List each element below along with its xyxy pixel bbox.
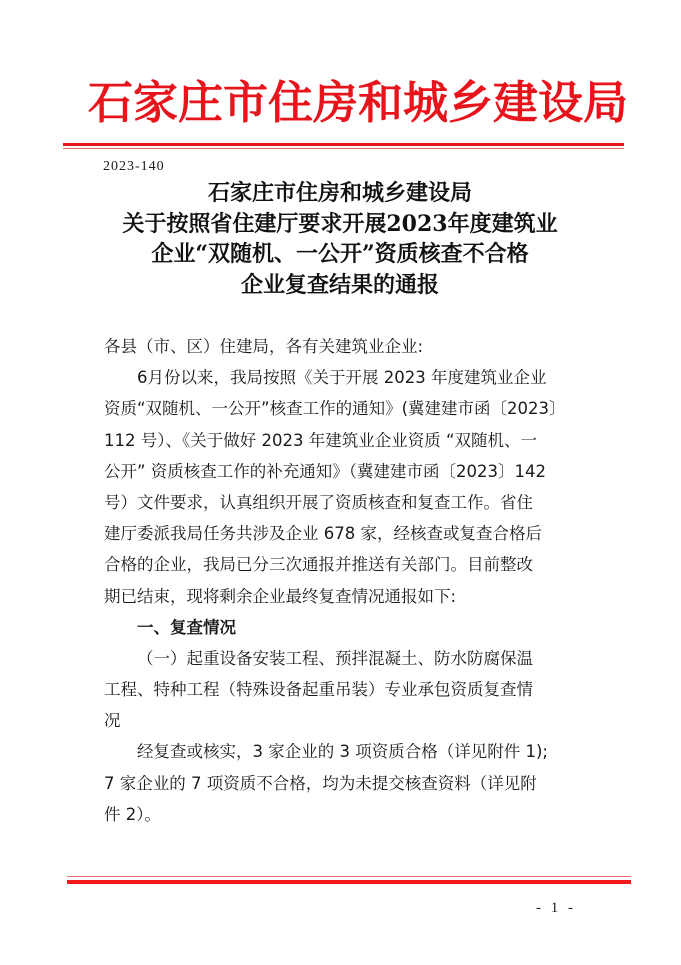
- subsection-line: 况: [104, 711, 121, 731]
- paragraph-line: 112 号）、《关于做好 2023 年建筑业企业资质 “双随机、一: [104, 430, 538, 450]
- section-heading: 一、复查情况: [137, 617, 236, 637]
- paragraph-line: 6月份以来，我局按照《关于开展 2023 年度建筑业企业: [137, 368, 547, 388]
- paragraph-line: 期已结束，现将剩余企业最终复查情况通报如下:: [104, 586, 457, 606]
- subsection-line: 工程、特种工程（特殊设备起重吊装）专业承包资质复查情: [104, 680, 533, 700]
- title-line: 石家庄市住房和城乡建设局: [207, 180, 472, 206]
- page-number: - 1 -: [536, 900, 576, 916]
- paragraph-line: 经复查或核实，3 家企业的 3 项资质合格（详见附件 1);: [137, 742, 548, 762]
- salutation: 各县（市、区）住建局，各有关建筑业企业:: [104, 337, 424, 356]
- title-line: 企业“双随机、一公开”资质核查不合格: [151, 241, 529, 267]
- masthead-org-name: 石家庄市住房和城乡建设局: [88, 76, 629, 129]
- title-line: 关于按照省住建厅要求开展2023年度建筑业: [122, 210, 558, 237]
- paragraph-line: 合格的企业，我局已分三次通报并推送有关部门。目前整改: [104, 555, 533, 575]
- masthead-rule-thin: [63, 148, 624, 149]
- masthead-rule-thick: [63, 143, 624, 146]
- paragraph-line: 7 家企业的 7 项资质不合格，均为未提交核查资料（详见附: [104, 773, 537, 793]
- document-number: 2023-140: [103, 159, 165, 174]
- subsection-line: （一）起重设备安装工程、预拌混凝土、防水防腐保温: [137, 648, 533, 668]
- footer-rule-thin: [67, 876, 631, 877]
- paragraph-line: 资质“双随机、一公开”核查工作的通知》(冀建建市函〔2023〕: [104, 399, 566, 419]
- paragraph-line: 件 2）。: [104, 804, 161, 824]
- document-title: [90, 178, 590, 300]
- footer-rule-thick: [67, 880, 631, 884]
- paragraph-line: 公开” 资质核查工作的补充通知》（冀建建市函〔2023〕142: [104, 461, 547, 481]
- paragraph-line: 号）文件要求，认真组织开展了资质核查和复查工作。省住: [104, 492, 533, 512]
- document-body: [104, 331, 584, 830]
- paragraph-line: 建厅委派我局任务共涉及企业 678 家，经核查或复查合格后: [104, 524, 542, 544]
- title-line: 企业复查结果的通报: [240, 271, 439, 298]
